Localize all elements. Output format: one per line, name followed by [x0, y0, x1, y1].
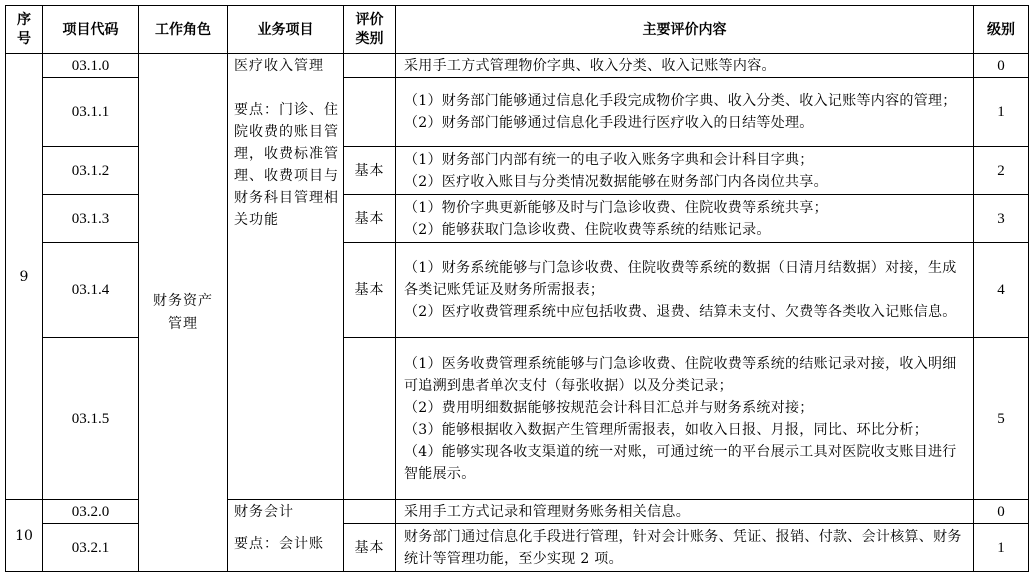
table-row — [6, 54, 1029, 78]
content-cell — [396, 524, 974, 572]
biz-cell — [228, 54, 344, 500]
biz-points: 要点：会计账 — [234, 536, 324, 552]
content-line: （1）财务部门能够通过信息化手段完成物价字典、收入分类、收入记账等内容的管理； — [404, 93, 957, 109]
header-level: 级别 — [974, 6, 1029, 54]
biz-cell — [228, 500, 344, 572]
header-role: 工作角色 — [139, 6, 228, 54]
level-cell: 4 — [974, 243, 1029, 338]
role-text: 财务资产管理 — [153, 292, 213, 332]
seq-cell: 9 — [6, 54, 43, 500]
cat-cell — [344, 78, 396, 147]
content-cell — [396, 195, 974, 243]
content-cell — [396, 78, 974, 147]
cat-cell: 基本 — [344, 243, 396, 338]
content-line: （1）财务部门内部有统一的电子收入账务字典和会计科目字典； — [404, 151, 814, 168]
header-biz: 业务项目 — [228, 6, 344, 54]
content-line: （3）能够根据收入数据产生管理所需报表，如收入日报、月报，同比、环比分析； — [404, 421, 929, 438]
biz-points: 要点：门诊、住院收费的账目管理，收费标准管理、收费项目与财务科目管理相关功能 — [234, 102, 339, 228]
content-line: （1）财务系统能够与门急诊收费、住院收费等系统的数据（日清月结数据）对接，生成各类记账凭证及财务所需报表； — [404, 260, 957, 298]
code-cell: 03.1.2 — [43, 147, 139, 195]
cat-cell — [344, 54, 396, 78]
cat-cell: 基本 — [344, 195, 396, 243]
content-cell — [396, 54, 974, 78]
seq-cell: 10 — [6, 500, 43, 572]
biz-title: 财务会计 — [234, 504, 294, 520]
role-cell — [139, 54, 228, 572]
level-cell: 1 — [974, 78, 1029, 147]
header-cat-text: 评价类别 — [355, 11, 384, 47]
header-seq — [6, 6, 43, 54]
cat-cell — [344, 338, 396, 500]
cat-cell: 基本 — [344, 524, 396, 572]
level-cell: 5 — [974, 338, 1029, 500]
content-line: （2）费用明细数据能够按规范会计科目汇总并与财务系统对接； — [404, 399, 814, 416]
content-cell — [396, 500, 974, 524]
code-cell: 03.1.0 — [43, 54, 139, 78]
content-line: 采用手工方式管理物价字典、收入分类、收入记账等内容。 — [404, 57, 776, 74]
level-cell: 2 — [974, 147, 1029, 195]
level-cell: 0 — [974, 54, 1029, 78]
content-cell — [396, 147, 974, 195]
content-line: （2）财务部门能够通过信息化手段进行医疗收入的日结等处理。 — [404, 115, 814, 131]
level-cell: 1 — [974, 524, 1029, 572]
content-line: 财务部门通过信息化手段进行管理，针对会计账务、凭证、报销、付款、会计核算、财务统计等管理功能，至少实现 2 项。 — [404, 528, 962, 567]
content-line: （1）物价字典更新能够及时与门急诊收费、住院收费等系统共享； — [404, 199, 828, 216]
code-cell: 03.1.1 — [43, 78, 139, 147]
content-line: 采用手工方式记录和管理财务账务相关信息。 — [404, 503, 690, 520]
header-seq-text: 序号 — [17, 11, 31, 47]
cat-cell — [344, 500, 396, 524]
code-cell: 03.1.3 — [43, 195, 139, 243]
header-code: 项目代码 — [43, 6, 139, 54]
evaluation-table — [5, 5, 1029, 572]
content-line: （1）医务收费管理系统能够与门急诊收费、住院收费等系统的结账记录对接，收入明细可追溯到患者单次支付（每张收据）以及分类记录； — [404, 355, 957, 394]
cat-cell: 基本 — [344, 147, 396, 195]
code-cell: 03.2.0 — [43, 500, 139, 524]
content-line: （2）医疗收费管理系统中应包括收费、退费、结算未支付、欠费等各类收入记账信息。 — [404, 304, 957, 320]
level-cell: 3 — [974, 195, 1029, 243]
content-cell — [396, 243, 974, 338]
biz-gap — [234, 77, 339, 99]
level-cell: 0 — [974, 500, 1029, 524]
content-cell — [396, 338, 974, 500]
biz-gap — [234, 523, 339, 533]
content-line: （2）能够获取门急诊收费、住院收费等系统的结账记录。 — [404, 221, 771, 238]
code-cell: 03.2.1 — [43, 524, 139, 572]
code-cell: 03.1.4 — [43, 243, 139, 338]
code-cell: 03.1.5 — [43, 338, 139, 500]
content-line: （4）能够实现各收支渠道的统一对账，可通过统一的平台展示工具对医院收支账目进行智能展示。 — [404, 443, 957, 482]
header-row — [6, 6, 1029, 54]
header-cat — [344, 6, 396, 54]
header-content: 主要评价内容 — [396, 6, 974, 54]
biz-title: 医疗收入管理 — [234, 58, 324, 74]
content-line: （2）医疗收入账目与分类情况数据能够在财务部门内各岗位共享。 — [404, 173, 828, 190]
